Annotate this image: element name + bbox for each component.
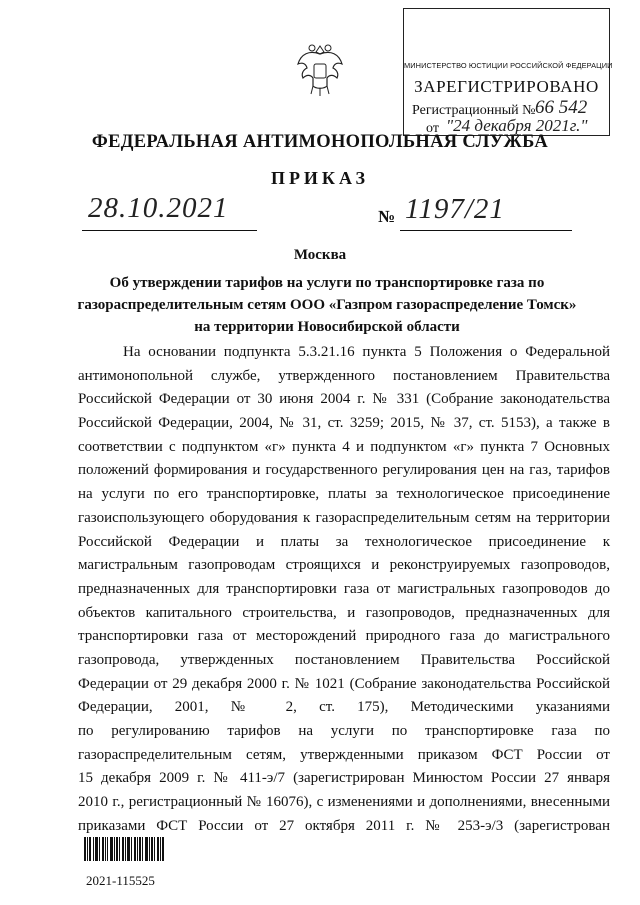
city: Москва: [293, 247, 347, 263]
body-line: газоиспользующего оборудования к газораспределительным сетям на территории: [78, 509, 610, 526]
agency-title: ФЕДЕРАЛЬНАЯ АНТИМОНОПОЛЬНАЯ СЛУЖБА: [91, 132, 549, 152]
stamp-reg-number: 66 542: [535, 97, 588, 118]
body-line: 2010 г., регистрационный № 16076), с изменениями и дополнениями, внесенными: [78, 794, 610, 811]
body-line: положений формирования и государственного регулирования цен на газ, тарифов: [78, 462, 610, 479]
number-sign: №: [378, 207, 396, 226]
body-line: газораспределительным сетям, утвержденными приказом ФСТ России от: [78, 746, 610, 763]
body-line: по регулированию тарифов на услуги по транспортировке газа по: [78, 723, 610, 739]
stamp-from-label: от: [426, 121, 439, 136]
order-date: 28.10.2021: [88, 192, 229, 224]
body-line: магистральным газопроводам строящихся и реконструируемых газопроводов,: [78, 557, 610, 574]
body-line: Федерации, 2001, № 2, ст. 175), Методическими указаниями: [78, 699, 610, 716]
body-line: газопровода, утвержденных постановлением Правительства Российской: [78, 651, 610, 668]
body-line: Российской Федерации и платы за технологическое присоединение к: [78, 533, 610, 550]
stamp-reg-label: Регистрационный №: [412, 103, 536, 118]
order-number: 1197/21: [405, 193, 505, 225]
coat-of-arms-icon: [295, 40, 345, 98]
body-line: объектов капитального строительства, и газопроводов, предназначенных для: [78, 604, 610, 621]
body-line: антимонопольной службе, утвержденного постановлением Правительства: [78, 367, 610, 384]
body-line: Российской Федерации, 2004, № 31, ст. 3259; 2015, № 37, ст. 5153), а также в: [78, 415, 610, 432]
body-line: Федерации от 29 декабря 2000 г. № 1021 (Собрание законодательства Российской: [78, 675, 610, 692]
stamp-ministry: МИНИСТЕРСТВО ЮСТИЦИИ РОССИЙСКОЙ ФЕДЕРАЦИИ: [404, 61, 613, 70]
body-line: соответствии с подпунктом «г» пункта 4 и подпунктом «г» пункта 7 Основных: [78, 438, 610, 455]
stamp-reg-date: "24 декабря 2021г.": [446, 116, 588, 135]
body-line: На основании подпункта 5.3.21.16 пункта 5 Положения о Федеральной: [123, 344, 610, 360]
body-line: на услуги по его транспортировке, платы за технологическое присоединение: [78, 486, 610, 503]
body-text: [78, 341, 610, 838]
body-line: приказами ФСТ России от 27 октября 2011 г. № 253-э/3 (зарегистрован: [78, 817, 610, 834]
body-line: Российской Федерации от 30 июня 2004 г. № 331 (Собрание законодательства: [78, 391, 610, 408]
body-line: транспортировки газа от месторождений природного газа до магистрального: [78, 628, 610, 645]
registration-stamp: [403, 8, 613, 136]
barcode-icon: [84, 837, 164, 861]
order-title: ПРИКАЗ: [270, 168, 370, 188]
body-line: 15 декабря 2009 г. № 411-э/7 (зарегистрирован Минюстом России 27 января: [78, 770, 610, 787]
order-subject: Об утверждении тарифов на услуги по транспортировке газа по газораспределительным сетям ООО «Газпром газораспределение Томск» на территории Новосибирской области: [77, 275, 577, 335]
stamp-status: ЗАРЕГИСТРИРОВАНО: [414, 77, 599, 96]
date-underline: [82, 230, 257, 231]
body-line: предназначенных для транспортировки газа от магистральных газопроводов до: [78, 580, 610, 597]
number-underline: [400, 230, 572, 231]
document-code: 2021-115525: [86, 873, 155, 888]
